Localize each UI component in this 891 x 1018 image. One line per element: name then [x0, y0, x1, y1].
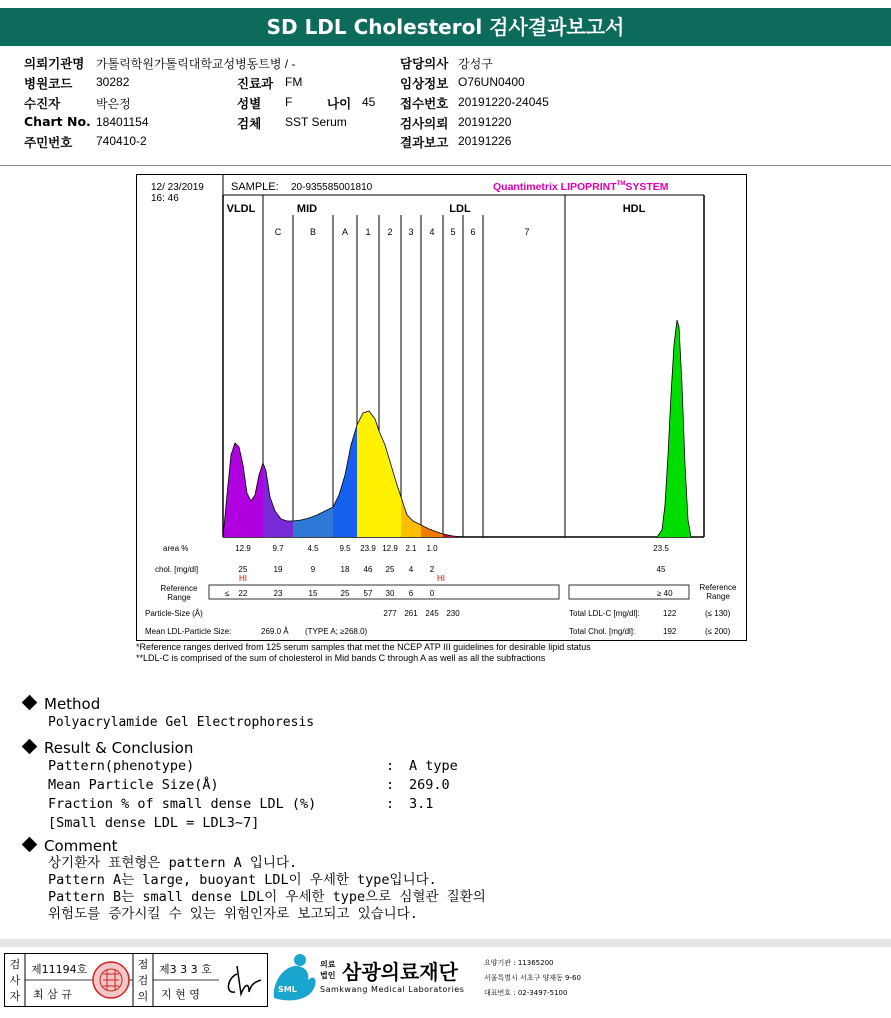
- comment-section: [24, 837, 486, 923]
- band-label: 3: [408, 227, 414, 237]
- chol-value: 4: [408, 565, 414, 574]
- institution-label: 의뢰기관명: [24, 56, 85, 71]
- clinical-value: O76UN0400: [458, 75, 525, 89]
- dept-value: FM: [285, 75, 303, 89]
- sample-id: 20-935585001810: [291, 182, 373, 193]
- approver-label-1: 점: [137, 958, 149, 971]
- inspector-label-1: 검: [9, 958, 21, 971]
- report-title: SD LDL Cholesterol 검사결과보고서: [0, 8, 891, 46]
- org-address: 서울특별시 서초구 양재동 9-60: [484, 974, 581, 982]
- total-ldl-value: 122: [663, 609, 677, 618]
- approver-label-3: 의: [137, 990, 149, 1003]
- resident-label: 주민번호: [24, 135, 73, 150]
- particle-value: 261: [404, 609, 418, 618]
- inspector-no: 제11194호: [31, 963, 88, 976]
- band-label: 4: [429, 227, 435, 237]
- recipient-label: 수진자: [24, 96, 61, 111]
- comment-line: 위험도를 증가시킬 수 있는 위험인자로 보고되고 있습니다.: [48, 906, 418, 922]
- area-value: 1.0: [426, 544, 438, 553]
- method-section: [24, 695, 314, 732]
- band-label: C: [274, 227, 282, 237]
- hospital-code-label: 병원코드: [24, 76, 73, 91]
- band-area-a: [333, 425, 357, 537]
- method-heading: Method: [24, 695, 314, 713]
- request-value: 20191220: [458, 115, 512, 129]
- chol-row: [239, 565, 666, 574]
- inspector-label-3: 자: [9, 990, 21, 1003]
- ref-value: 23: [273, 589, 283, 598]
- total-chol-label: Total Chol. [mg/dl]:: [569, 627, 636, 636]
- approver-no: 제3 3 3 호: [159, 963, 212, 976]
- ref-value: 22: [238, 589, 248, 598]
- specimen-value: SST Serum: [285, 115, 347, 129]
- reference-notes: [136, 642, 591, 664]
- footer-divider: [0, 939, 891, 947]
- org-name: 삼광의료재단: [342, 960, 458, 984]
- resident-value: 740410-2: [96, 134, 147, 148]
- band-area-c: [263, 463, 293, 537]
- band-label: 2: [387, 227, 393, 237]
- brand-name: Quantimetrix LIPOPRINT™SYSTEM: [493, 181, 669, 193]
- divider: [0, 165, 891, 166]
- approver-label-2: 검: [137, 974, 149, 987]
- area-value: 23.5: [653, 544, 669, 553]
- ref-value: 57: [363, 589, 373, 598]
- band-label: A: [341, 227, 349, 237]
- signature-svg: [5, 954, 267, 1006]
- result-heading: Result & Conclusion: [24, 739, 193, 757]
- ref-range-box: [209, 585, 559, 599]
- band-area-b: [293, 507, 333, 537]
- band-area-vldl: [223, 443, 263, 537]
- band-label: 6: [470, 227, 476, 237]
- band-label: B: [309, 227, 317, 237]
- handwritten-signature-icon: [228, 966, 261, 994]
- total-ldl-label: Total LDL-C [mg/dl]:: [569, 609, 640, 618]
- area-value: 23.9: [360, 544, 376, 553]
- total-chol-value: 192: [663, 627, 677, 636]
- chol-row-label: chol. [mg/dl]: [155, 565, 199, 574]
- sample-label: SAMPLE:: [231, 181, 279, 193]
- ref-value: 6: [408, 589, 414, 598]
- chol-value: 9: [310, 565, 316, 574]
- ref-label-1: Reference: [160, 584, 198, 593]
- comment-line: Pattern B는 small dense LDL이 우세한 type으로 심혈관 질환의: [48, 889, 486, 905]
- particle-row: [383, 609, 460, 618]
- chart-time: 16: 46: [151, 193, 179, 204]
- flag-ldl4-hi: HI: [437, 574, 445, 583]
- band-label: 7: [524, 227, 530, 237]
- chart-no-value: 18401154: [96, 115, 149, 129]
- area-row: [235, 544, 669, 553]
- comment-heading: Comment: [24, 837, 486, 855]
- result-row-label: Fraction % of small dense LDL (%): [48, 796, 317, 812]
- report-date-value: 20191226: [458, 134, 512, 148]
- particle-value: 230: [446, 609, 460, 618]
- chol-value: 18: [340, 565, 350, 574]
- area-value: 2.1: [405, 544, 417, 553]
- patient-info: [0, 52, 891, 166]
- corp-label-2: 법인: [320, 971, 336, 980]
- particle-value: 245: [425, 609, 439, 618]
- age-label: 나이: [327, 96, 352, 111]
- ref-label-2: Range: [167, 593, 191, 602]
- receipt-value: 20191220-24045: [458, 95, 549, 109]
- result-row-value: 269.0: [409, 777, 450, 793]
- diamond-bullet-icon: [22, 837, 38, 853]
- ref-value: 25: [340, 589, 350, 598]
- result-rows: [48, 757, 458, 833]
- result-note: [Small dense LDL = LDL3~7]: [48, 815, 260, 831]
- ref-right-1: Reference: [699, 583, 737, 592]
- doctor-value: 강성구: [458, 57, 493, 71]
- note-line-2: **LDL-C is comprised of the sum of cholesterol in Mid bands C through A as well as all the subfractions: [136, 653, 546, 663]
- org-code: 요양기관 : 11365200: [484, 959, 554, 967]
- comment-line: 상기환자 표현형은 pattern A 입니다.: [48, 855, 298, 871]
- band-labels: [275, 227, 530, 237]
- lipoprint-chart: [137, 175, 746, 640]
- ref-row: [239, 589, 435, 598]
- doctor-label: 담당의사: [400, 56, 449, 71]
- result-row-value: A type: [409, 758, 458, 774]
- mean-label: Mean LDL-Particle Size:: [145, 627, 232, 636]
- specimen-label: 검체: [237, 116, 262, 131]
- method-text: Polyacrylamide Gel Electrophoresis: [48, 715, 315, 730]
- inspector-label-2: 사: [9, 974, 21, 987]
- request-label: 검사의뢰: [400, 116, 449, 131]
- result-row-label: Mean Particle Size(Å): [48, 777, 219, 793]
- diamond-bullet-icon: [22, 739, 38, 755]
- institution-value: 가톨릭학원가톨릭대학교성병동트병 / -: [96, 57, 296, 71]
- ref-hdl: ≥ 40: [657, 589, 673, 598]
- dept-label: 진료과: [237, 76, 274, 91]
- chart-date: 12/ 23/2019: [151, 182, 204, 193]
- result-row-sep: :: [386, 777, 395, 793]
- sex-value: F: [285, 95, 293, 109]
- area-row-label: area %: [163, 544, 189, 553]
- org-phone: 대표번호 : 02-3497-5100: [484, 989, 568, 997]
- result-section: [24, 739, 458, 833]
- mean-type: (TYPE A; ≥268.0): [305, 627, 368, 636]
- band-lines: [263, 195, 565, 537]
- particle-value: 277: [383, 609, 397, 618]
- mean-value: 269.0 Å: [261, 627, 289, 636]
- note-line-1: *Reference ranges derived from 125 serum samples that met the NCEP ATP III guidelines for desirable lipid status: [136, 642, 591, 652]
- comment-lines: [48, 855, 486, 923]
- group-label-mid: MID: [296, 203, 318, 215]
- result-row-value: 3.1: [409, 796, 434, 812]
- band-label: 1: [365, 227, 371, 237]
- ref-value: 0: [429, 589, 435, 598]
- clinical-label: 임상정보: [400, 76, 449, 91]
- band-label: 5: [450, 227, 456, 237]
- age-value: 45: [362, 95, 376, 109]
- area-value: 12.9: [382, 544, 398, 553]
- diamond-bullet-icon: [22, 695, 38, 711]
- flag-vldl-hi: HI: [239, 574, 247, 583]
- chol-value: 46: [363, 565, 373, 574]
- corp-label-1: 의료: [320, 960, 336, 969]
- group-label-hdl: HDL: [622, 203, 646, 215]
- area-value: 4.5: [307, 544, 319, 553]
- chol-value: 45: [656, 565, 666, 574]
- group-label-vldl: VLDL: [226, 203, 256, 215]
- band-area-2: [401, 497, 421, 537]
- recipient-value: 박은정: [96, 97, 131, 111]
- chart-no-label: Chart No.: [24, 114, 91, 129]
- total-ldl-ref: (≤ 130): [705, 609, 731, 618]
- report-date-label: 결과보고: [400, 135, 449, 150]
- hospital-code-value: 30282: [96, 75, 130, 89]
- ref-value: 30: [385, 589, 395, 598]
- ref-value: 15: [308, 589, 318, 598]
- signature-box: [4, 953, 268, 1007]
- result-row-sep: :: [386, 758, 395, 774]
- particle-label: Particle-Size (Å): [145, 609, 203, 618]
- total-chol-ref: (≤ 200): [705, 627, 731, 636]
- seal-stamp-icon: [93, 962, 129, 998]
- area-value: 12.9: [235, 544, 251, 553]
- inspector-name: 최 삼 규: [33, 988, 72, 1001]
- group-label-ldl: LDL: [449, 203, 471, 215]
- area-value: 9.7: [272, 544, 284, 553]
- chol-value: 25: [385, 565, 395, 574]
- sml-logo-icon: [274, 954, 316, 1000]
- chol-value: 2: [429, 565, 435, 574]
- svg-text:SML: SML: [278, 985, 297, 994]
- ref-le: ≤: [225, 589, 230, 598]
- sex-label: 성별: [237, 96, 262, 111]
- org-logo: [270, 952, 600, 1008]
- org-name-en: Samkwang Medical Laboratories: [320, 985, 465, 994]
- band-area-hdl: [653, 320, 697, 537]
- result-row-label: Pattern(phenotype): [48, 758, 195, 774]
- chol-value: 19: [273, 565, 283, 574]
- chol-value: 25: [238, 565, 248, 574]
- approver-name: 지 현 영: [161, 988, 200, 1001]
- result-row-sep: :: [386, 796, 395, 812]
- lipoprint-report: [136, 174, 747, 641]
- area-value: 9.5: [339, 544, 351, 553]
- receipt-label: 접수번호: [400, 96, 449, 111]
- ref-right-2: Range: [706, 592, 730, 601]
- comment-line: Pattern A는 large, buoyant LDL이 우세한 type입니다.: [48, 872, 437, 888]
